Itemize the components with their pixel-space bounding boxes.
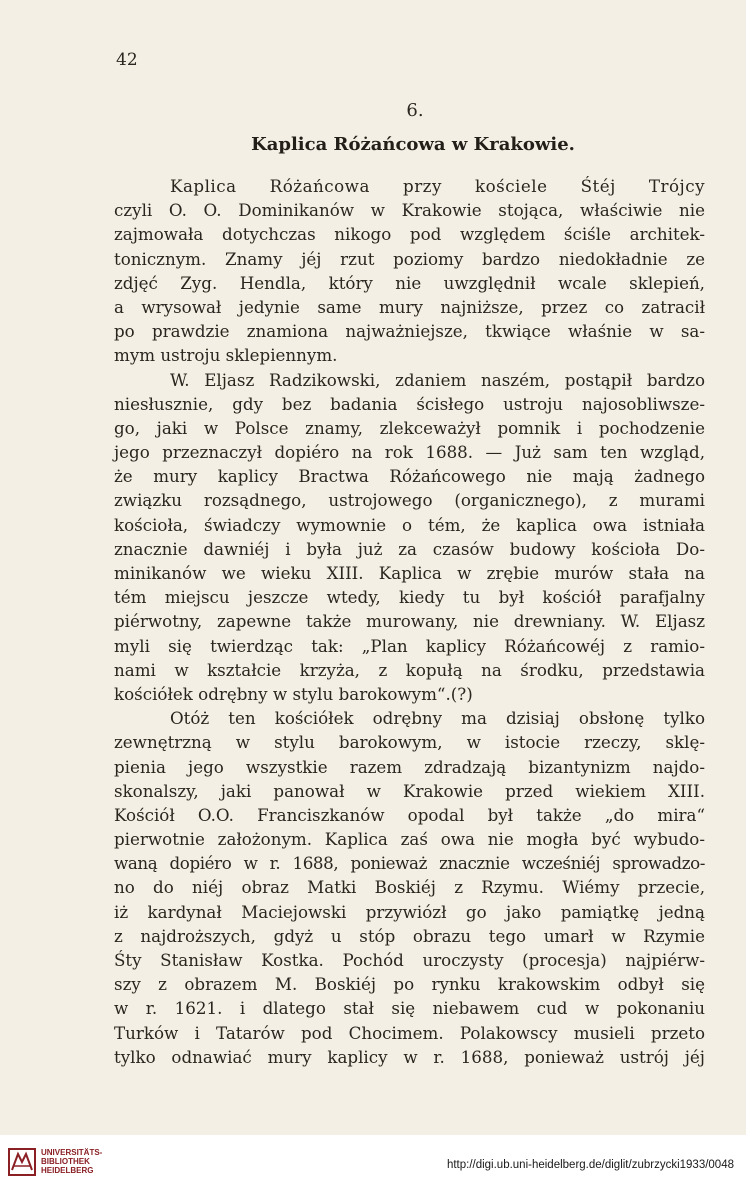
text-line: Turków i Tatarów pod Chocimem. Polakowscy musieli przeto (114, 1022, 705, 1043)
library-name-line: HEIDELBERG (41, 1166, 94, 1175)
body-text (114, 174, 705, 1069)
text-line: z najdroższych, gdyż u stóp obrazu tego umarł w Rzymie (114, 925, 705, 946)
text-line: że mury kaplicy Bractwa Różańcowego nie mają żadnego (114, 466, 705, 487)
text-line: kościoła, świadczy wymownie o tém, że kaplica owa istniała (114, 514, 705, 535)
library-name-line: UNIVERSITÄTS- (41, 1148, 103, 1157)
page-number: 42 (116, 50, 138, 70)
text-line: w r. 1621. i dlatego stał się niebawem cud w pokonaniu (114, 998, 705, 1019)
university-library-logo-icon (8, 1148, 36, 1176)
text-line: Kościół O.O. Franciszkanów opodal był także „do mira“ (114, 804, 705, 825)
library-name (41, 1148, 102, 1175)
text-line: no do niéj obraz Matki Boskiéj z Rzymu. Wiémy przecie, (114, 877, 705, 898)
text-line: iż kardynał Maciejowski przywiózł go jako pamiątkę jedną (114, 901, 705, 922)
text-line: tém miejscu jeszcze wtedy, kiedy tu był kościół parafjalny (114, 587, 705, 608)
text-line: czyli O. O. Dominikanów w Krakowie stojąca, właściwie nie (114, 200, 705, 221)
text-line: zewnętrzną w stylu barokowym, w istocie rzeczy, sklę- (114, 732, 705, 753)
text-line: pierwotnie założonym. Kaplica zaś owa nie mogła być wybudo- (114, 829, 705, 850)
text-line: po prawdzie znamiona najważniejsze, tkwiące właśnie w sa- (114, 321, 705, 342)
text-line: W. Eljasz Radzikowski, zdaniem naszém, postąpił bardzo (170, 369, 705, 390)
text-line: Otóż ten kościółek odrębny ma dzisiaj obsłonę tylko (170, 708, 705, 729)
section-title: Kaplica Różańcowa w Krakowie. (251, 134, 575, 155)
text-line: Śty Stanisław Kostka. Pochód uroczysty (procesja) najpiérw- (114, 950, 705, 970)
text-line: niesłusznie, gdy bez badania ścisłego ustroju najosobliwsze- (114, 393, 705, 414)
text-line: piérwotny, zapewne także murowany, nie drewniany. W. Eljasz (114, 611, 705, 632)
text-line: jego przeznaczył dopiéro na rok 1688. — Już sam ten wzgląd, (114, 442, 705, 463)
text-line: zajmowała dotychczas nikogo pod względem ściśle architek- (114, 224, 705, 245)
text-line: Kaplica Różańcowa przy kościele Śtéj Trójcy (170, 176, 705, 196)
text-line: minikanów we wieku XIII. Kaplica w zrębie murów stała na (114, 563, 705, 583)
text-line: a wrysował jedynie same mury najniższe, przez co zatracił (114, 296, 705, 317)
footer-bar (0, 1135, 746, 1183)
text-line: tonicznym. Znamy jéj rzut poziomy bardzo niedokładnie ze (114, 248, 705, 269)
text-line: skonalszy, jaki panował w Krakowie przed wiekiem XIII. (114, 780, 705, 801)
text-line: pienia jego wszystkie razem zdradzają bizantynizm najdo- (114, 756, 705, 777)
text-line: znacznie dawniéj i była już za czasów budowy kościoła Do- (114, 538, 705, 559)
library-name-line: BIBLIOTHEK (41, 1157, 90, 1166)
text-line: związku rozsądnego, ustrojowego (organicznego), z murami (114, 490, 705, 511)
text-line: szy z obrazem M. Boskiéj po rynku krakowskim odbył się (114, 974, 705, 995)
source-url-link[interactable]: http://digi.ub.uni-heidelberg.de/diglit/zubrzycki1933/0048 (446, 1159, 734, 1171)
text-line: myli się twierdząc tak: „Plan kaplicy Różańcowéj z ramio- (114, 635, 705, 656)
text-line: kościółek odrębny w stylu barokowym“.(?) (114, 683, 473, 704)
text-line: tylko odnawiać mury kaplicy w r. 1688, ponieważ ustrój jéj (114, 1046, 705, 1067)
text-line: go, jaki w Polsce znamy, zlekceważył pomnik i pochodzenie (114, 417, 705, 438)
text-line: zdjęć Zyg. Hendla, który nie uwzględnił wcale sklepień, (114, 272, 705, 293)
text-line: nami w kształcie krzyża, z kopułą na środku, przedstawia (114, 659, 705, 680)
text-line: mym ustroju sklepiennym. (114, 345, 338, 366)
section-number: 6. (406, 100, 424, 121)
text-line: waną dopiéro w r. 1688, ponieważ znacznie wcześniéj sprowadzo- (114, 853, 705, 874)
